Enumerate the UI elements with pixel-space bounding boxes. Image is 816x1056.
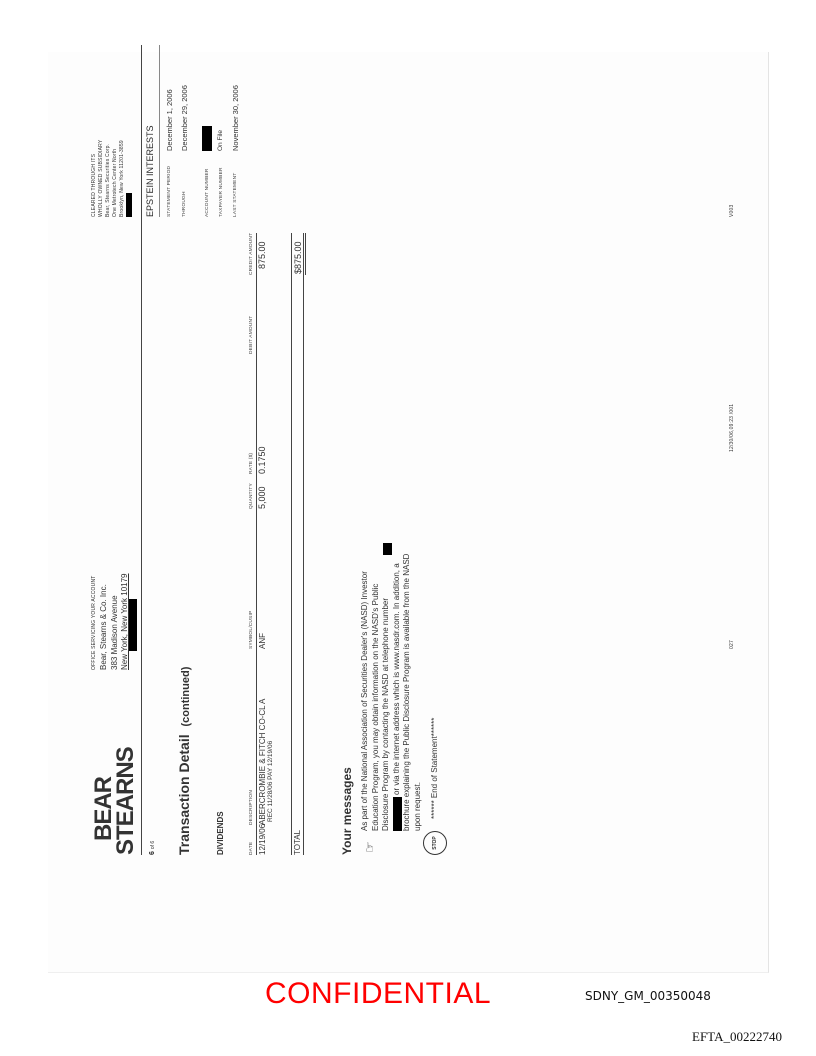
redaction-box (202, 126, 212, 151)
total-label: TOTAL (293, 829, 302, 855)
row-rate: 0.1750 (257, 446, 267, 474)
message-line-1: As part of the National Association of Securities Dealer's (NASD) Investor (360, 571, 369, 831)
office-line-1: Bear, Stearns & Co. Inc. (99, 584, 108, 670)
total-double-rule (305, 233, 306, 275)
row-quantity: 5,000 (257, 486, 267, 509)
row-date: 12/19/06 (258, 823, 267, 855)
confidential-stamp: CONFIDENTIAL (265, 977, 492, 1010)
messages-title: Your messages (340, 767, 354, 855)
office-heading: OFFICE SERVICING YOUR ACCOUNT (91, 575, 97, 670)
pointing-hand-icon: ☞ (362, 841, 377, 853)
col-symbol: SYMBOL/CUSIP (249, 610, 254, 649)
row-description: ABERCROMBIE & FITCH CO-CL A (258, 698, 267, 825)
total-top-rule (291, 233, 292, 855)
footer-code-3: V003 (729, 204, 735, 217)
total-bottom-rule (303, 233, 304, 855)
header-rule (141, 45, 142, 855)
page-number-value: 6 (149, 851, 156, 855)
last-statement-label: LAST STATEMENT (233, 172, 238, 217)
row-symbol: ANF (258, 633, 267, 649)
clearing-block (91, 140, 126, 217)
col-quantity: QUANTITY (249, 483, 254, 509)
account-number-label: ACCOUNT NUMBER (205, 168, 210, 217)
col-description: DESCRIPTION (249, 790, 254, 825)
bear-stearns-logo (90, 747, 139, 855)
clearing-line-2: WHOLLY OWNED SUBSIDIARY (98, 139, 104, 217)
message-line-2: Education Program, you may obtain information on the NASD's Public (370, 583, 380, 831)
col-rate: RATE ($) (249, 452, 254, 474)
page-number (149, 841, 156, 855)
section-title (176, 667, 192, 855)
client-rule (159, 45, 160, 217)
row-description-line-2: REC 11/28/06 PAY 12/19/06 (267, 740, 274, 822)
taxpayer-number-value: On File (217, 130, 224, 151)
taxpayer-number-label: TAXPAYER NUMBER (219, 167, 224, 217)
table-header-rule (256, 233, 257, 855)
col-credit: CREDIT AMOUNT (249, 232, 254, 275)
stop-sign-icon: STOP (423, 831, 447, 855)
redaction-box (383, 543, 392, 555)
logo-line-1: BEAR (90, 776, 117, 841)
clearing-line-1: CLEARED THROUGH ITS (91, 153, 97, 217)
footer-code-1: 027 (729, 640, 735, 649)
bates-number: SDNY_GM_00350048 (585, 989, 711, 1003)
section-title-text: Transaction Detail (176, 734, 192, 855)
dividends-heading: DIVIDENDS (216, 811, 225, 855)
redaction-box (129, 599, 137, 651)
footer-code-2: 12/30/06,09:23 /001 (729, 403, 735, 452)
section-continued: (continued) (180, 666, 192, 727)
last-statement-value: November 30, 2006 (231, 85, 240, 151)
end-of-statement: ****** End of Statement****** (430, 717, 439, 819)
page-number-suffix: of 6 (150, 840, 156, 850)
message-line-3: Disclosure Program by contacting the NASD at telephone number (381, 597, 390, 831)
clearing-line-4: One Metrotech Center North (112, 148, 118, 217)
logo-line-2: STEARNS (112, 747, 139, 855)
statement-page (63, 25, 759, 875)
office-address (99, 573, 131, 670)
message-line-5: brochure explaining the Public Disclosure Program is available from the NASD (402, 553, 411, 831)
total-credit: $875.00 (293, 241, 303, 274)
message-line-6: upon request. (412, 782, 422, 831)
clearing-line-3: Bear, Stearns Securities Corp. (105, 143, 111, 217)
message-line-4: or via the internet address which is www.nasdr.com. In addition, a (391, 563, 401, 795)
client-name: EPSTEIN INTERESTS (145, 125, 155, 217)
office-line-3: New York, New York 10179 (120, 573, 129, 670)
clearing-line-5: Brooklyn, New York 11201-3859 (119, 140, 125, 217)
through-label: THROUGH (182, 191, 187, 217)
statement-period-value: December 1, 2006 (165, 89, 174, 151)
office-line-2: 383 Madison Avenue (109, 595, 119, 670)
efta-number: EFTA_00222740 (692, 1029, 782, 1044)
redaction-box (126, 193, 132, 217)
statement-period-label: STATEMENT PERIOD (167, 165, 172, 217)
col-date: DATE (249, 841, 254, 855)
col-debit: DEBIT AMOUNT (249, 315, 254, 354)
nasd-message (360, 441, 423, 831)
row-credit: 875.00 (257, 241, 267, 269)
through-value: December 29, 2006 (180, 85, 189, 151)
redaction-box (393, 797, 402, 831)
